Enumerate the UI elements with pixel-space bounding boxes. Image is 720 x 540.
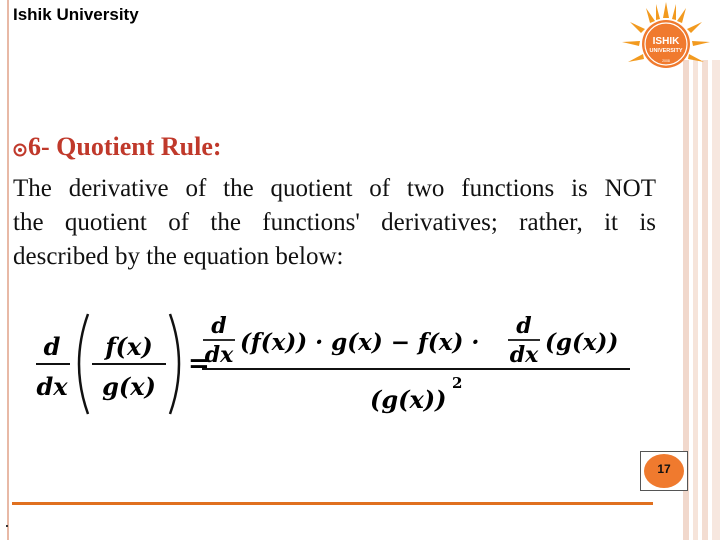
eq-g-of-x: g(x) [102,372,156,401]
left-border-rule [7,0,9,540]
slide-heading: 6- Quotient Rule: [28,132,222,161]
bottom-orange-rule [12,502,653,505]
slide-body-text [13,172,656,274]
logo-text-ishik: ISHIK [652,36,680,47]
university-logo-icon [616,0,716,80]
eq-num-term2: (g(x)) [545,329,619,356]
body-line-1: The derivative of the quotient of two functions is NOT [13,175,656,202]
quotient-rule-equation [30,300,640,430]
bullet-icon [13,142,29,158]
right-decorative-stripes [683,60,720,540]
page-number: 17 [657,462,671,476]
eq-num-dx2: dx [509,342,539,368]
eq-equals: = [188,349,210,379]
eq-num-d2: d [516,313,532,339]
eq-num-term1: (f(x)) · g(x) − f(x) · [240,329,480,356]
eq-lhs-d: d [43,332,61,361]
corner-dot [6,525,8,527]
eq-num-d1: d [211,313,227,339]
logo-text-year: 2008 [662,59,670,63]
body-line-3: described by the equation below: [13,243,344,270]
logo-text-university: UNIVERSITY [649,48,683,54]
eq-denominator: (g(x)) [370,385,447,414]
page-number-badge [640,451,688,491]
eq-f-of-x: f(x) [105,332,153,361]
eq-num-dx1: dx [204,342,234,368]
institution-title: Ishik University [13,5,139,24]
eq-exponent: 2 [452,374,463,392]
body-line-2: the quotient of the functions' derivatives; rather, it is [13,209,656,236]
eq-lhs-dx: dx [36,372,68,401]
